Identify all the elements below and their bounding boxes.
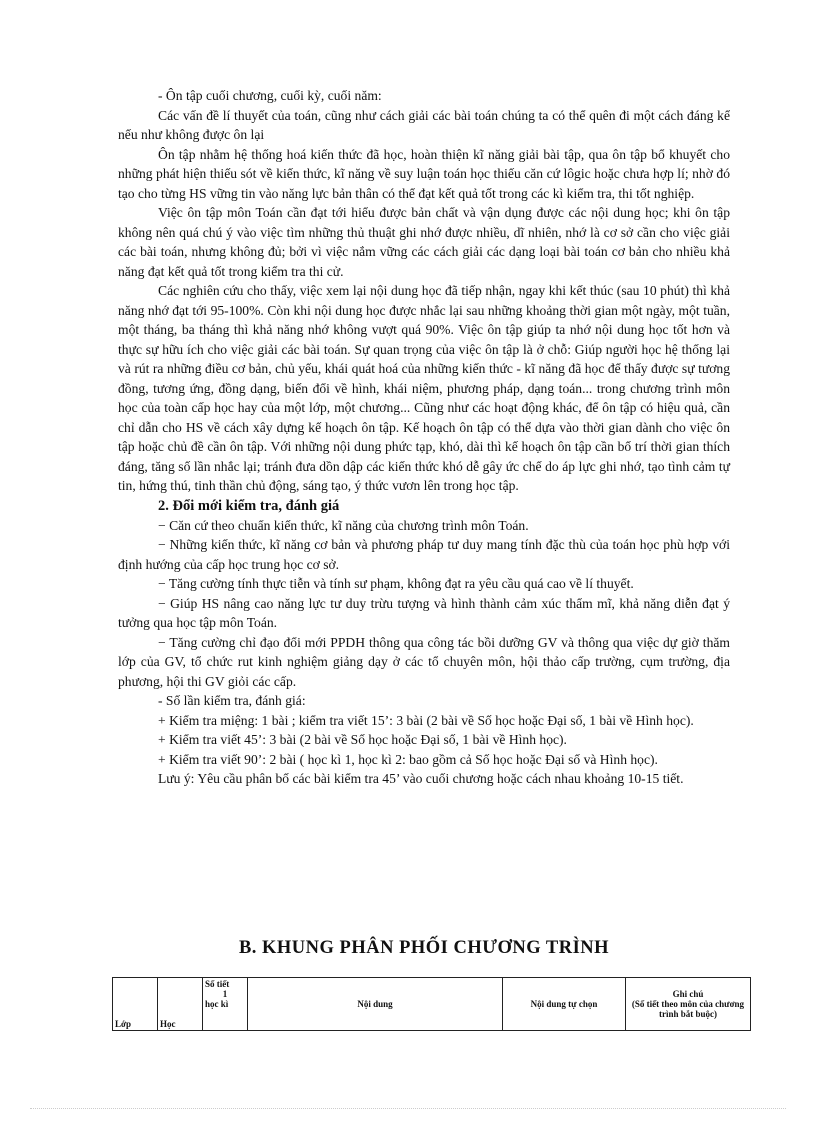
header-so-tiet-line: 1 xyxy=(222,989,228,999)
paragraph-review-intro: - Ôn tập cuối chương, cuối kỳ, cuối năm: xyxy=(158,88,382,103)
paragraph-theory-forget: Các vấn đề lí thuyết của toán, cũng như cách giải các bài toán chúng ta có thể quên đi một cách đáng kể nếu như không được ôn lại xyxy=(118,107,730,142)
list-item: − Tăng cường chỉ đạo đổi mới PPDH thông qua công tác bồi dưỡng GV và thông qua việc dự giờ thăm lớp của GV, tổ chức rut kinh nghiệm giảng dạy ở các tổ chuyên môn, hội thảo cấp trường, cụm trường, địa phương, hội thi GV giỏi các cấp. xyxy=(118,634,730,689)
document-body xyxy=(118,86,730,789)
list-item: − Căn cứ theo chuẩn kiến thức, kĩ năng của chương trình môn Toán. xyxy=(158,517,529,533)
paragraph-review-essence: Việc ôn tập môn Toán cần đạt tới hiểu được bản chất và vận dụng được các nội dung học; khi ôn tập không nên quá chú ý vào việc tìm những thủ thuật ghi nhớ được nhiều, dĩ nhiên, nhớ là cơ sở cần cho việc giải các bài toán, nhưng không đủ; bởi vì việc nắm vững các cách giải các dạng loại bài toán cơ bản cho nhiều khả năng đạt kết quả tốt trong kiểm tra thi cử. xyxy=(118,205,730,279)
note-paragraph: Lưu ý: Yêu cầu phân bố các bài kiểm tra 45’ vào cuối chương hoặc cách nhau khoảng 10-15 tiết. xyxy=(158,771,684,786)
paragraph-research: Các nghiên cứu cho thấy, việc xem lại nội dung học đã tiếp nhận, ngay khi kết thúc (sau 10 phút) thì khả năng nhớ đạt tới 95-100%. Còn khi nội dung học được nhắc lại sau những khoảng thời gian một ngày, một tuần, một tháng, ba tháng thì khả năng nhớ không vượt quá 90%. Việc ôn tập giúp ta nhớ nội dung học tốt hơn và thực sự hữu ích cho việc giải các bài toán. Sự quan trọng của việc ôn tập là ở chỗ: Giúp người học hệ thống lại và rút ra những điều cơ bản, chủ yếu, khái quát hoá của những kiến thức - kĩ năng đã học để thấy được sự tương đồng, tương ứng, đồng dạng, biến đổi về hình, khái niệm, phương pháp, dạng toán... trong chương trình môn học của toàn cấp học hay của một lớp, một chương... Cũng như các hoạt động khác, để ôn tập có hiệu quả, cần chỉ dẫn cho HS về cách xây dựng kế hoạch ôn tập. Kế hoạch ôn tập có thể dựa vào thời gian dành cho việc ôn tập hoặc chủ đề cần ôn tập. Với những nội dung phức tạp, khó, dài thì kế hoạch ôn tập cần bố trí thời gian thích đáng, tăng số lần nhắc lại; tránh đưa dồn dập các kiến thức khó dễ gây ức chế do áp lực ghi nhớ, tạo tình cảm tự tin, hứng thú, tinh thần chủ động, sáng tạo, ý thức vươn lên trong học tập. xyxy=(118,283,730,493)
list-item: - Số lần kiểm tra, đánh giá: xyxy=(158,693,306,708)
section-heading: 2. Đổi mới kiểm tra, đánh giá xyxy=(158,497,340,514)
table-header-row xyxy=(113,978,751,1031)
header-so-tiet-line: học kì xyxy=(205,999,229,1009)
list-item: − Những kiến thức, kĩ năng cơ bản và phương pháp tư duy mang tính đặc thù của toán học phù hợp với định hướng của cấp học trung học cơ sở. xyxy=(118,537,730,572)
header-ghi-chu-title: Ghi chú xyxy=(672,989,704,999)
header-ghi-chu-note: (Số tiết theo môn của chương trình bắt buộc) xyxy=(631,999,745,1019)
header-noi-dung-tu-chon: Nội dung tự chọn xyxy=(503,978,626,1031)
header-ghi-chu xyxy=(626,978,751,1031)
list-item: − Tăng cường tính thực tiễn và tính sư phạm, không đạt ra yêu cầu quá cao về lí thuyết. xyxy=(158,576,634,591)
page-bottom-rule xyxy=(30,1108,786,1109)
header-so-tiet xyxy=(203,978,248,1031)
list-item: + Kiểm tra miệng: 1 bài ; kiểm tra viết 15’: 3 bài (2 bài về Số học hoặc Đại số, 1 bài về Hình học). xyxy=(158,712,694,728)
header-lop: Lớp xyxy=(113,978,158,1031)
program-table xyxy=(112,977,751,1031)
header-noi-dung: Nội dung xyxy=(248,978,503,1031)
paragraph-review-purpose: Ôn tập nhằm hệ thống hoá kiến thức đã học, hoàn thiện kĩ năng giải bài tập, qua ôn tập bổ khuyết cho những phát hiện thiếu sót về kiến thức, kĩ năng về suy luận toán học thiếu căn cứ lôgic hoặc chưa hợp lí; nhờ đó tạo cho từng HS vững tin vào năng lực bản thân có thể đạt kết quả tốt trong các kì kiểm tra, thi tốt nghiệp. xyxy=(118,146,730,201)
list-item: + Kiểm tra viết 90’: 2 bài ( học kì 1, học kì 2: bao gồm cả Số học hoặc Đại số và Hình học). xyxy=(158,751,658,767)
list-item: + Kiểm tra viết 45’: 3 bài (2 bài về Số học hoặc Đại số, 1 bài về Hình học). xyxy=(158,732,567,747)
list-item: − Giúp HS nâng cao năng lực tư duy trừu tượng và hình thành cảm xúc thẩm mĩ, khả năng diễn đạt ý tưởng qua học tập môn Toán. xyxy=(118,595,730,630)
section-title: B. KHUNG PHÂN PHỐI CHƯƠNG TRÌNH xyxy=(238,938,610,958)
header-hoc: Học xyxy=(158,978,203,1031)
header-so-tiet-line: Số tiết xyxy=(205,979,230,989)
